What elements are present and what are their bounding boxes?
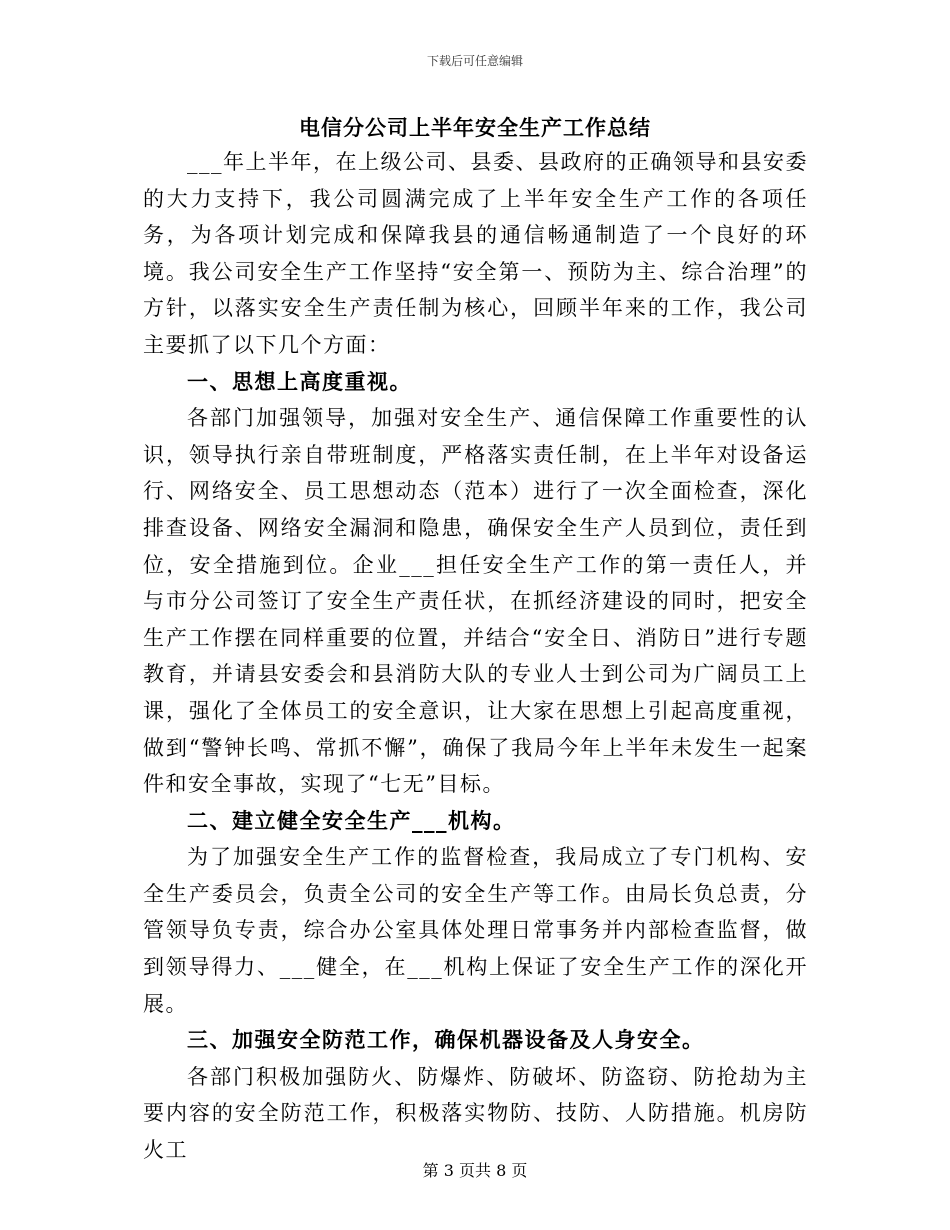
section-heading-1: 一、思想上高度重视。 [187, 368, 412, 394]
header-note: 下载后可任意编辑 [426, 54, 523, 68]
section-heading-3: 三、加强安全防范工作，确保机器设备及人身安全。 [187, 1027, 705, 1053]
section-1-paragraph: 各部门加强领导，加强对安全生产、通信保障工作重要性的认识，领导执行亲自带班制度，严格落实责任制，在上半年对设备运行、网络安全、员工思想动态（范本）进行了一次全面检查，深化排查设备、网络安全漏洞和隐患，确保安全生产人员到位，责任到位，安全措施到位。企业___担任安全生产工作的第一责任人，并与市分公司签订了安全生产责任状，在抓经济建设的同时，把安全生产工作摆在同样重要的位置，并结合“安全日、消防日”进行专题教育，并请县安委会和县消防大队的专业人士到公司为广阔员工上课，强化了全体员工的安全意识，让大家在思想上引起高度重视，做到“警钟长鸣、常抓不懈”，确保了我局今年上半年未发生一起案件和安全事故，实现了“七无”目标。 [143, 406, 808, 797]
page-number: 第 3 页共 8 页 [422, 1161, 528, 1180]
document-title: 电信分公司上半年安全生产工作总结 [299, 115, 651, 140]
document-body [143, 144, 808, 1169]
section-2-paragraph: 为了加强安全生产工作的监督检查，我局成立了专门机构、安全生产委员会，负责全公司的安全生产等工作。由局长负总责，分管领导负专责，综合办公室具体处理日常事务并内部检查监督，做到领导得力、___健全，在___机构上保证了安全生产工作的深化开展。 [143, 845, 808, 1016]
section-heading-2: 二、建立健全安全生产___机构。 [187, 807, 516, 833]
intro-paragraph: ___年上半年，在上级公司、县委、县政府的正确领导和县安委的大力支持下，我公司圆满完成了上半年安全生产工作的各项任务，为各项计划完成和保障我县的通信畅通制造了一个良好的环境。我公司安全生产工作坚持“安全第一、预防为主、综合治理”的方针，以落实安全生产责任制为核心，回顾半年来的工作，我公司主要抓了以下几个方面： [143, 150, 808, 357]
section-3-paragraph: 各部门积极加强防火、防爆炸、防破坏、防盗窃、防抢劫为主要内容的安全防范工作，积极落实物防、技防、人防措施。机房防火工 [143, 1064, 808, 1163]
